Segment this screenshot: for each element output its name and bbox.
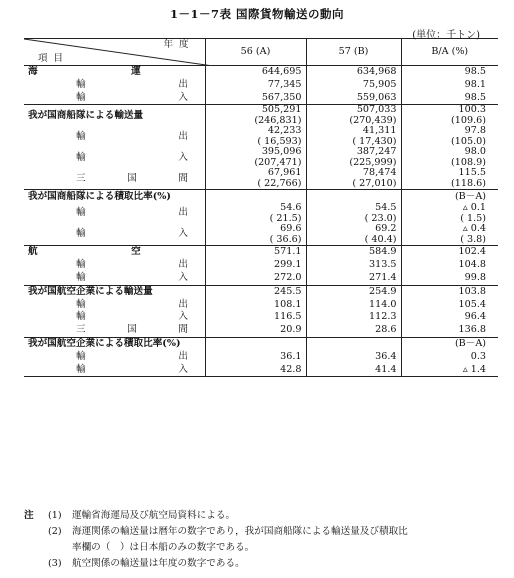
cell-a: 108.1 <box>205 298 306 311</box>
note-item: 注 (1) 運輸省海運局及び航空局資料による。 <box>24 508 504 524</box>
row-label: 三国間 <box>76 172 188 184</box>
cell-b: 584.9 <box>306 246 401 259</box>
cell-b <box>306 190 401 203</box>
note-item: (3) 航空関係の輸送量は年度の数字である。 <box>48 558 245 569</box>
cell-b: 313.5 <box>306 259 401 272</box>
table-row <box>24 105 498 127</box>
header-year: 年度 <box>163 39 195 50</box>
row-label: 輸入 <box>76 228 188 240</box>
notes-label: 注 <box>24 510 34 521</box>
table-row <box>24 259 498 272</box>
cell-ratio: 96.4 <box>401 311 498 324</box>
table-row <box>24 147 498 168</box>
row-label: 輸入 <box>24 363 205 376</box>
table-row <box>24 324 498 337</box>
cell-a <box>205 190 306 203</box>
row-label: 航 空 <box>24 246 205 259</box>
cell-ratio: 136.8 <box>401 324 498 337</box>
cell-ratio: (B－A) <box>401 337 498 350</box>
note-item: 率欄の（ ）は日本船のみの数字である。 <box>72 542 255 553</box>
table-row <box>24 311 498 324</box>
row-label: 輸入 <box>76 311 188 323</box>
cell-a: 567,350 <box>205 92 306 105</box>
cell-ratio: 105.4 <box>401 298 498 311</box>
cell-b: 254.9 <box>306 285 401 298</box>
cell-ratio: 99.8 <box>401 272 498 285</box>
cell-b: 507,033 (270,439) <box>306 105 401 127</box>
cell-a: 69.6 ( 36.6) <box>205 224 306 246</box>
table-row <box>24 351 498 364</box>
table-row <box>24 66 498 79</box>
cell-a: 20.9 <box>205 324 306 337</box>
header-col-ratio: B/A (%) <box>401 39 498 66</box>
note-item: (2) 海運関係の輸送量は暦年の数字であり，我が国商船隊による輸送量及び積取比 <box>48 526 408 537</box>
table-row <box>24 168 498 190</box>
cell-ratio: ▵ 0.1 ( 1.5) <box>401 203 498 224</box>
table-row <box>24 272 498 285</box>
cell-a: 77,345 <box>205 79 306 92</box>
cell-a: 395,096 (207,471) <box>205 147 306 168</box>
cell-ratio: 0.3 <box>401 351 498 364</box>
cell-b: 41,311 ( 17,430) <box>306 126 401 147</box>
cell-ratio: 100.3 (109.6) <box>401 105 498 127</box>
cell-ratio: 115.5 (118.6) <box>401 168 498 190</box>
cell-a: 42,233 ( 16,593) <box>205 126 306 147</box>
cell-a: 272.0 <box>205 272 306 285</box>
table-row <box>24 79 498 92</box>
cell-a <box>205 337 306 350</box>
row-label: 輸入 <box>76 91 188 103</box>
cell-ratio: 98.5 <box>401 66 498 79</box>
cell-ratio: 103.8 <box>401 285 498 298</box>
table-row <box>24 92 498 105</box>
header-col-57: 57 (B) <box>306 39 401 66</box>
cell-b: 41.4 <box>306 363 401 376</box>
cell-b: 54.5 ( 23.0) <box>306 203 401 224</box>
row-label: 海 運 <box>28 66 183 78</box>
row-label: 我が国航空企業による輸送量 <box>24 285 205 298</box>
header-item: 項目 <box>38 52 70 64</box>
row-label: 三国間 <box>76 324 188 336</box>
cell-a: 299.1 <box>205 259 306 272</box>
cell-a: 245.5 <box>205 285 306 298</box>
row-label: 輸出 <box>76 259 188 271</box>
cell-ratio: 98.5 <box>401 92 498 105</box>
cell-b: 75,905 <box>306 79 401 92</box>
cell-b: 112.3 <box>306 311 401 324</box>
cell-a: 54.6 ( 21.5) <box>205 203 306 224</box>
cell-a: 644,695 <box>205 66 306 79</box>
row-label: 我が国商船隊による輸送量 <box>24 105 205 127</box>
cell-ratio: (B－A) <box>401 190 498 203</box>
cell-b: 69.2 ( 40.4) <box>306 224 401 246</box>
cell-a: 116.5 <box>205 311 306 324</box>
table-row <box>24 203 498 224</box>
cell-ratio: 97.8 (105.0) <box>401 126 498 147</box>
header-corner <box>24 39 205 66</box>
cell-ratio: 102.4 <box>401 246 498 259</box>
cell-ratio: ▵ 0.4 ( 3.8) <box>401 224 498 246</box>
table-row <box>24 337 498 350</box>
row-label: 輸出 <box>76 298 188 310</box>
header-row <box>24 39 498 66</box>
table-row <box>24 285 498 298</box>
cell-b <box>306 337 401 350</box>
table-row <box>24 298 498 311</box>
row-label: 輸入 <box>76 151 188 163</box>
table-row <box>24 363 498 376</box>
cell-b: 559,063 <box>306 92 401 105</box>
cell-ratio: 98.1 <box>401 79 498 92</box>
row-label: 輸出 <box>76 130 188 142</box>
cell-b: 634,968 <box>306 66 401 79</box>
cell-a: 67,961 ( 22,766) <box>205 168 306 190</box>
table-title: 1－1－7表 国際貨物輸送の動向 <box>169 7 344 21</box>
cell-a: 571.1 <box>205 246 306 259</box>
table-row <box>24 224 498 246</box>
cargo-table <box>24 38 498 377</box>
cell-b: 36.4 <box>306 351 401 364</box>
header-col-56: 56 (A) <box>205 39 306 66</box>
cell-b: 78,474 ( 27,010) <box>306 168 401 190</box>
row-label: 輸出 <box>76 78 188 90</box>
cell-a: 505,291 (246,831) <box>205 105 306 127</box>
cell-b: 28.6 <box>306 324 401 337</box>
table-row <box>24 126 498 147</box>
cell-b: 387,247 (225,999) <box>306 147 401 168</box>
table-row <box>24 246 498 259</box>
unit-label: (単位：千トン) <box>412 30 480 41</box>
row-label: 我が国商船隊による積取比率(%) <box>24 190 205 203</box>
cell-ratio: ▵ 1.4 <box>401 363 498 376</box>
cell-ratio: 104.8 <box>401 259 498 272</box>
row-label: 輸出 <box>76 350 188 362</box>
cell-ratio: 98.0 (108.9) <box>401 147 498 168</box>
cell-b: 114.0 <box>306 298 401 311</box>
notes <box>24 508 504 572</box>
cell-a: 42.8 <box>205 363 306 376</box>
table-row <box>24 190 498 203</box>
cell-b: 271.4 <box>306 272 401 285</box>
row-label: 輸入 <box>76 271 188 283</box>
row-label: 輸出 <box>76 207 188 219</box>
row-label: 我が国航空企業による積取比率(%) <box>24 337 205 350</box>
cell-a: 36.1 <box>205 351 306 364</box>
